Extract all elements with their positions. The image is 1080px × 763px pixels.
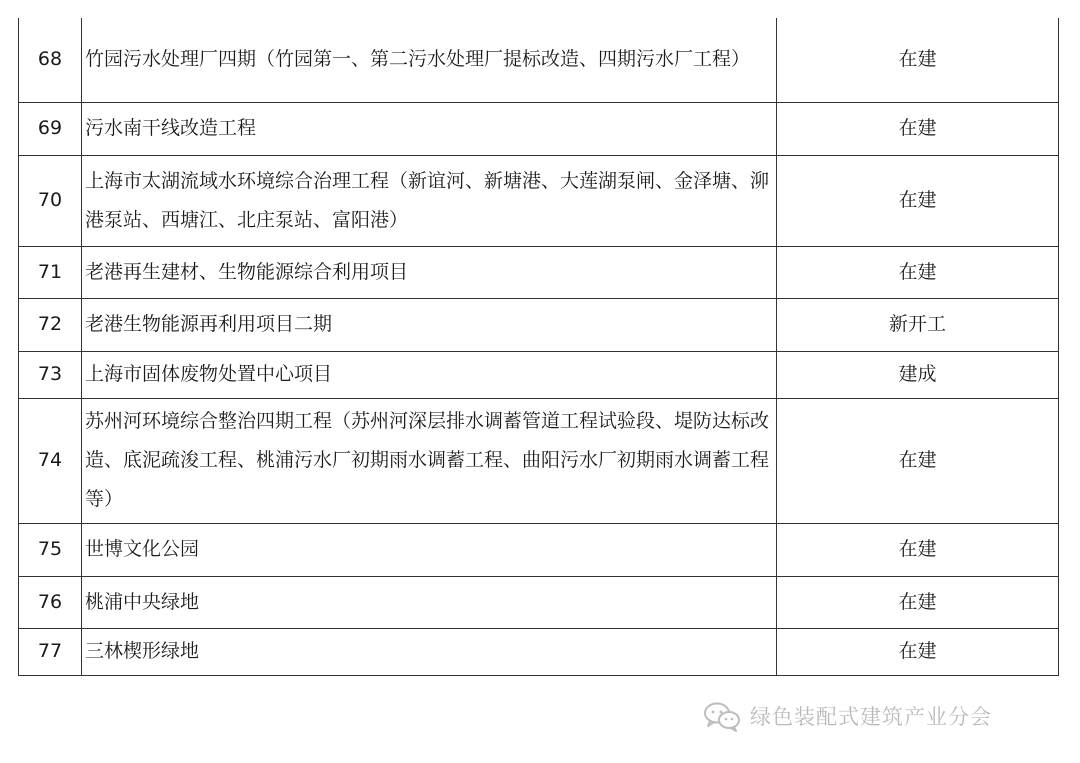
project-name: 上海市固体废物处置中心项目 (82, 351, 777, 398)
row-number: 71 (19, 246, 82, 298)
project-status: 在建 (777, 155, 1059, 246)
project-status: 新开工 (777, 298, 1059, 351)
row-number: 74 (19, 398, 82, 523)
row-number: 75 (19, 523, 82, 576)
project-status: 在建 (777, 398, 1059, 523)
project-table (18, 18, 1059, 676)
table-row (19, 246, 1059, 298)
table-row (19, 523, 1059, 576)
project-name: 苏州河环境综合整治四期工程（苏州河深层排水调蓄管道工程试验段、堤防达标改造、底泥疏浚工程、桃浦污水厂初期雨水调蓄工程、曲阳污水厂初期雨水调蓄工程等） (82, 398, 777, 523)
row-number: 76 (19, 576, 82, 628)
project-name: 世博文化公园 (82, 523, 777, 576)
table-row (19, 18, 1059, 102)
project-status: 建成 (777, 351, 1059, 398)
project-status: 在建 (777, 576, 1059, 628)
row-number: 69 (19, 102, 82, 155)
wechat-icon (702, 700, 742, 732)
project-name: 污水南干线改造工程 (82, 102, 777, 155)
table-row (19, 351, 1059, 398)
table-row (19, 398, 1059, 523)
project-status: 在建 (777, 628, 1059, 675)
row-number: 72 (19, 298, 82, 351)
row-number: 70 (19, 155, 82, 246)
table-row (19, 155, 1059, 246)
project-name: 老港生物能源再利用项目二期 (82, 298, 777, 351)
row-number: 73 (19, 351, 82, 398)
project-status: 在建 (777, 523, 1059, 576)
project-name: 竹园污水处理厂四期（竹园第一、第二污水处理厂提标改造、四期污水厂工程） (82, 18, 777, 102)
watermark-text: 绿色装配式建筑产业分会 (750, 705, 992, 729)
table-row (19, 576, 1059, 628)
table-row (19, 298, 1059, 351)
row-number: 68 (19, 18, 82, 102)
project-status: 在建 (777, 246, 1059, 298)
project-table-grid (18, 18, 1059, 676)
row-number: 77 (19, 628, 82, 675)
project-name: 老港再生建材、生物能源综合利用项目 (82, 246, 777, 298)
project-name: 桃浦中央绿地 (82, 576, 777, 628)
project-name: 三林楔形绿地 (82, 628, 777, 675)
project-status: 在建 (777, 18, 1059, 102)
project-name: 上海市太湖流域水环境综合治理工程（新谊河、新塘港、大莲湖泵闸、金泽塘、泖港泵站、西塘江、北庄泵站、富阳港） (82, 155, 777, 246)
table-row (19, 102, 1059, 155)
project-status: 在建 (777, 102, 1059, 155)
table-row (19, 628, 1059, 675)
watermark (702, 697, 992, 735)
